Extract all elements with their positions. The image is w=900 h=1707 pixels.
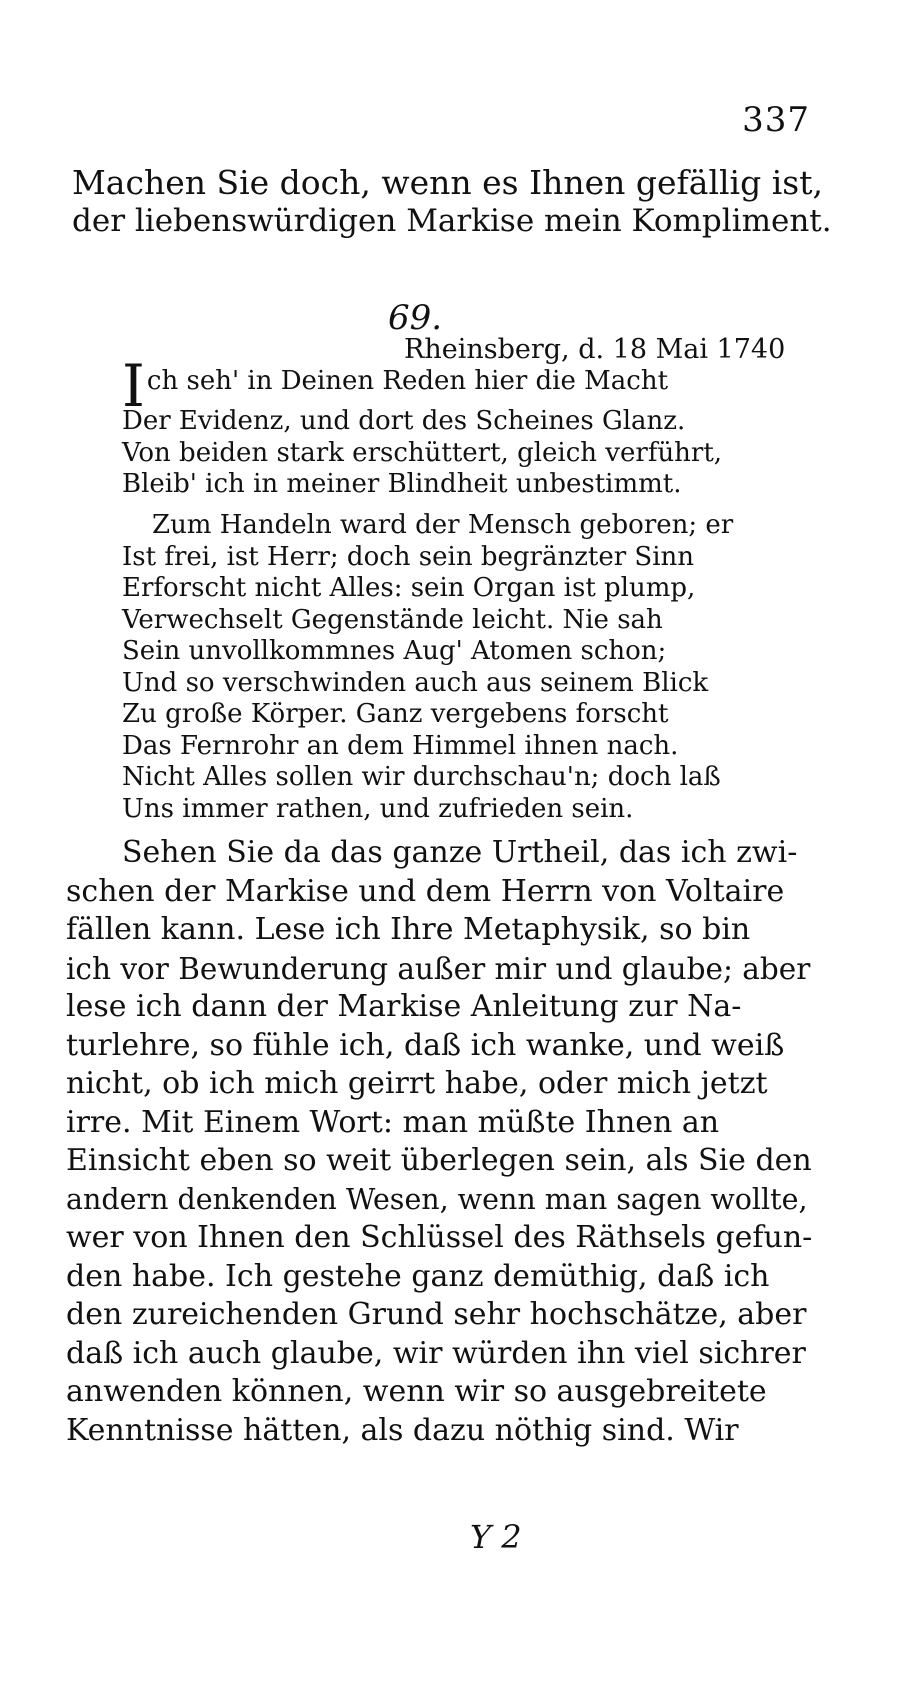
prose-line: Sehen Sie da das ganze Urtheil, das ich zwi- bbox=[122, 835, 798, 870]
prose-line: nicht, ob ich mich geirrt habe, oder mich jetzt bbox=[66, 1066, 768, 1101]
letter-number: 69. bbox=[388, 298, 443, 338]
top-line-2: der liebenswürdigen Markise mein Kompliment. bbox=[72, 203, 832, 239]
prose-paragraph bbox=[66, 834, 820, 1450]
prose-line: andern denkenden Wesen, wenn man sagen wollte, bbox=[66, 1182, 808, 1216]
poem-line: Verwechselt Gegenstände leicht. Nie sah bbox=[122, 604, 663, 635]
poem-line-1 bbox=[122, 352, 782, 420]
prose-line: schen der Markise und dem Herrn von Voltaire bbox=[66, 873, 785, 909]
prose-line: turlehre, so fühle ich, daß ich wanke, und weiß bbox=[66, 1027, 785, 1063]
poem-line: Erforscht nicht Alles: sein Organ ist plump, bbox=[122, 573, 696, 603]
prose-line: wer von Ihnen den Schlüssel des Räthsels gefun- bbox=[66, 1220, 813, 1255]
prose-line: irre. Mit Einem Wort: man müßte Ihnen an bbox=[66, 1104, 720, 1140]
poem-line: Ist frei, ist Herr; doch sein begränzter Sinn bbox=[122, 541, 695, 572]
prose-line: den zureichenden Grund sehr hochschätze, aber bbox=[66, 1297, 807, 1332]
poem-line: Und so verschwinden auch aus seinem Blick bbox=[122, 667, 709, 698]
poem-line: Zu große Körper. Ganz vergebens forscht bbox=[122, 699, 669, 729]
poem-line: Das Fernrohr an dem Himmel ihnen nach. bbox=[122, 730, 679, 761]
drop-capital: I bbox=[122, 352, 145, 420]
poem-stanza-1 bbox=[122, 352, 782, 501]
dateline: Rheinsberg, d. 18 Mai 1740 bbox=[404, 334, 786, 365]
signature-mark: Y 2 bbox=[470, 1518, 522, 1556]
poem-line: Nicht Alles sollen wir durchschau'n; doch laß bbox=[122, 762, 721, 792]
prose-line: den habe. Ich gestehe ganz demüthig, daß ich bbox=[66, 1258, 770, 1294]
poem-line: Bleib' ich in meiner Blindheit unbestimmt. bbox=[122, 469, 682, 499]
poem-line: Uns immer rathen, und zufrieden sein. bbox=[122, 793, 634, 824]
prose-line: Kenntnisse hätten, als dazu nöthig sind. Wir bbox=[66, 1412, 739, 1448]
poem-line-1-text: ch seh' in Deinen Reden hier die Macht bbox=[146, 366, 669, 396]
poem-line: Der Evidenz, und dort des Scheines Glanz. bbox=[122, 406, 686, 436]
poem-line: Von beiden stark erschüttert, gleich verführt, bbox=[122, 437, 723, 468]
top-line-1: Machen Sie doch, wenn es Ihnen gefällig ist, bbox=[72, 163, 823, 202]
poem-line: Sein unvollkommnes Aug' Atomen schon; bbox=[122, 636, 667, 666]
poem-line: Zum Handeln ward der Mensch geboren; er bbox=[152, 510, 734, 540]
prose-line: lese ich dann der Markise Anleitung zur Na- bbox=[66, 989, 742, 1024]
poem-stanza-2 bbox=[122, 510, 782, 825]
prose-line: Einsicht eben so weit überlegen sein, als Sie den bbox=[66, 1143, 812, 1178]
page-number: 337 bbox=[742, 100, 810, 140]
prose-line: fällen kann. Lese ich Ihre Metaphysik, so bin bbox=[66, 912, 751, 947]
prose-line: ich vor Bewunderung außer mir und glaube; aber bbox=[66, 951, 811, 986]
prose-line: daß ich auch glaube, wir würden ihn viel sichrer bbox=[66, 1335, 806, 1371]
prose-line: anwenden können, wenn wir so ausgebreitete bbox=[66, 1374, 767, 1409]
